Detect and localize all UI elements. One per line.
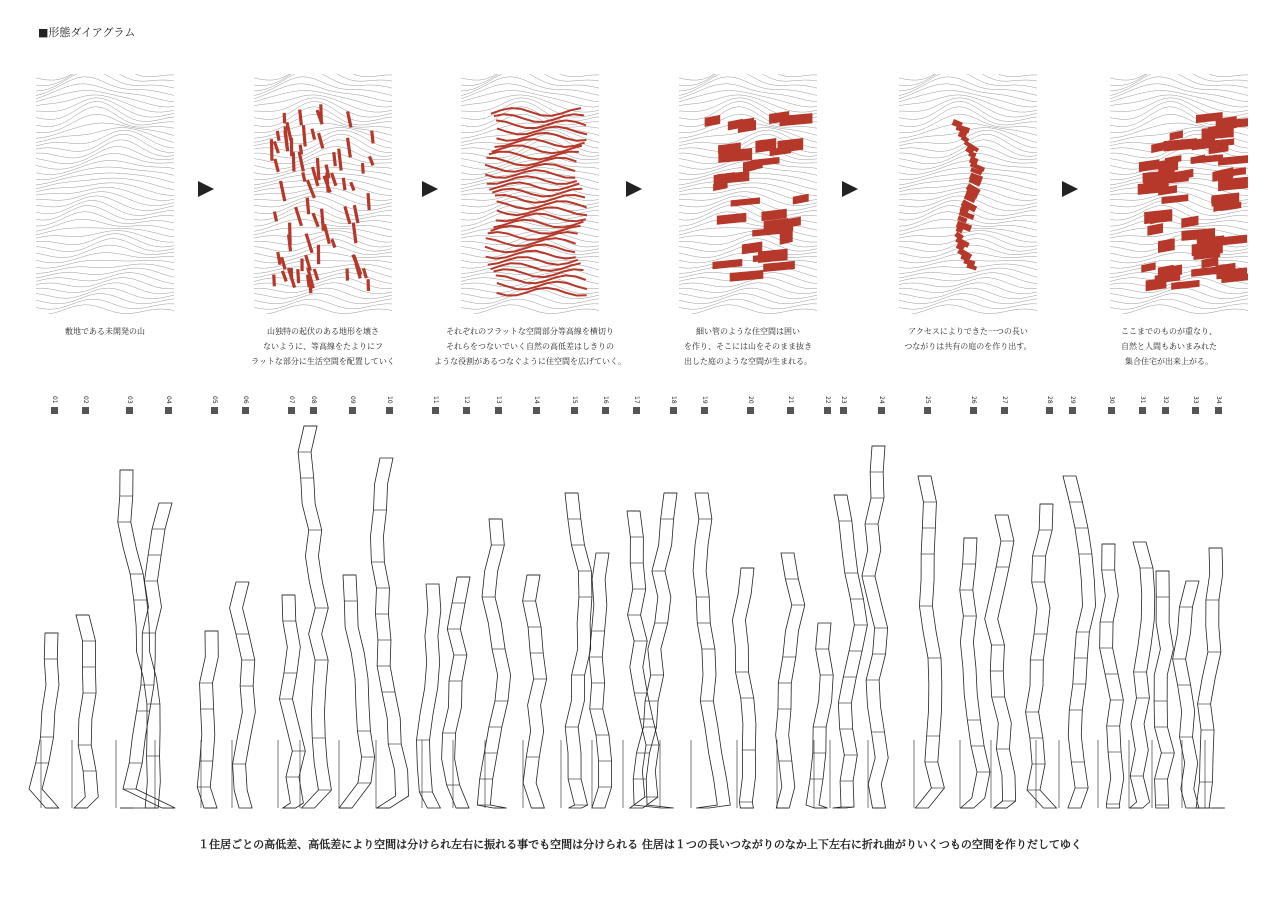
step-arrow-5 xyxy=(1062,181,1078,197)
unit-tag-32 xyxy=(1162,396,1169,414)
unit-section-13 xyxy=(477,519,510,808)
housing-bar xyxy=(339,149,341,171)
unit-marker xyxy=(242,407,249,414)
housing-bar xyxy=(317,158,319,180)
housing-bar xyxy=(293,152,294,171)
unit-tag-12 xyxy=(463,396,470,414)
unit-outline xyxy=(442,577,470,808)
unit-tag-34 xyxy=(1215,396,1222,414)
housing-bar xyxy=(368,193,369,210)
unit-section-02 xyxy=(72,615,98,808)
unit-number: 08 xyxy=(310,396,317,404)
unit-section-07 xyxy=(278,595,305,808)
housing-bar xyxy=(334,152,336,166)
unit-number: 14 xyxy=(533,396,540,404)
unit-number: 03 xyxy=(126,396,133,404)
unit-marker xyxy=(1001,407,1008,414)
housing-bar xyxy=(322,209,324,231)
housing-block xyxy=(717,213,747,225)
unit-tag-33 xyxy=(1192,396,1199,414)
unit-tag-19 xyxy=(701,396,708,414)
unit-marker xyxy=(1108,407,1115,414)
unit-number: 06 xyxy=(242,396,249,404)
unit-section-28 xyxy=(1026,504,1057,808)
step-caption-3: それぞれのフラットな空間部分等高線を横切り それらをつないでいく自然の高低差はしきりの ような役割があるつなぐように住空間を広げていく。 xyxy=(434,327,626,366)
unit-section-21 xyxy=(776,553,805,808)
step-panel-5 xyxy=(899,74,1037,314)
housing-bar xyxy=(307,180,314,198)
unit-number: 19 xyxy=(701,396,708,404)
unit-tag-24 xyxy=(878,396,885,414)
unit-outline xyxy=(565,493,592,808)
step-panel-6 xyxy=(1110,74,1248,314)
housing-bar xyxy=(298,269,299,283)
unit-marker xyxy=(1069,407,1076,414)
unit-section-19 xyxy=(691,493,730,808)
unit-number: 25 xyxy=(924,396,931,404)
unit-outline xyxy=(862,446,888,808)
step-2-contour-map xyxy=(254,74,392,314)
housing-block xyxy=(1158,238,1175,253)
unit-section-15 xyxy=(561,493,592,808)
unit-tag-05 xyxy=(211,396,218,414)
unit-outline xyxy=(123,503,175,808)
unit-outline xyxy=(627,511,659,808)
unit-number: 13 xyxy=(495,396,502,404)
unit-number: 31 xyxy=(1139,396,1146,404)
unit-tag-30 xyxy=(1108,396,1115,414)
unit-marker xyxy=(924,407,931,414)
housing-bar xyxy=(303,172,305,181)
unit-marker xyxy=(970,407,977,414)
unit-section-32 xyxy=(1152,571,1174,808)
unit-section-14 xyxy=(523,575,547,808)
housing-bar xyxy=(314,269,318,280)
unit-tag-27 xyxy=(1001,396,1008,414)
unit-outline xyxy=(915,476,944,808)
housing-bar xyxy=(275,159,278,172)
unit-tag-13 xyxy=(495,396,502,414)
unit-number: 01 xyxy=(51,396,58,404)
unit-outline xyxy=(339,575,375,808)
housing-bar xyxy=(332,173,336,186)
unit-tag-10 xyxy=(386,396,393,414)
unit-section-16 xyxy=(589,553,611,808)
unit-outline xyxy=(1130,542,1155,808)
step-caption-1: 敷地である未開発の山 xyxy=(65,327,145,336)
housing-bar xyxy=(300,145,301,155)
unit-marker xyxy=(670,407,677,414)
step-1-contour-map xyxy=(36,74,174,314)
unit-number: 23 xyxy=(840,396,847,404)
unit-marker xyxy=(533,407,540,414)
housing-bar xyxy=(274,141,278,153)
unit-tag-01 xyxy=(51,396,58,414)
unit-number: 27 xyxy=(1001,396,1008,404)
housing-block xyxy=(1151,142,1165,153)
unit-marker xyxy=(126,407,133,414)
unit-marker xyxy=(1192,407,1199,414)
unit-section-17 xyxy=(623,511,659,808)
unit-number: 17 xyxy=(633,396,640,404)
unit-section-24 xyxy=(862,446,888,808)
housing-block xyxy=(763,261,795,272)
housing-bar xyxy=(347,269,348,281)
unit-tag-31 xyxy=(1139,396,1146,414)
unit-marker xyxy=(432,407,439,414)
unit-tag-02 xyxy=(82,396,89,414)
unit-marker xyxy=(349,407,356,414)
unit-tag-09 xyxy=(349,396,356,414)
housing-bar xyxy=(300,110,302,126)
unit-section-01 xyxy=(29,633,59,808)
housing-bar xyxy=(281,181,285,201)
unit-section-06 xyxy=(230,582,256,808)
unit-number: 22 xyxy=(824,396,831,404)
housing-band xyxy=(497,288,587,296)
unit-section-34 xyxy=(1196,548,1225,808)
unit-section-diagram xyxy=(0,420,1280,820)
unit-section-05 xyxy=(197,631,218,808)
unit-outline xyxy=(523,575,547,808)
unit-marker xyxy=(211,407,218,414)
housing-block xyxy=(793,194,809,205)
unit-tag-21 xyxy=(787,396,794,414)
unit-marker xyxy=(495,407,502,414)
unit-number: 28 xyxy=(1046,396,1053,404)
step-5-contour-map xyxy=(899,74,1037,314)
unit-marker xyxy=(463,407,470,414)
unit-section-30 xyxy=(1098,544,1124,808)
unit-number: 07 xyxy=(288,396,295,404)
unit-tag-23 xyxy=(840,396,847,414)
unit-outline xyxy=(477,519,510,808)
bottom-caption: １住居ごとの高低差、高低差により空間は分けられ左右に振れる事でも空間は分けられる 住居は１つの長いつながりのなか上下左右に折れ曲がりいくつもの空間を作りだしてゆく xyxy=(198,838,1082,851)
unit-number: 18 xyxy=(670,396,677,404)
step-3-contour-map xyxy=(461,74,599,314)
unit-outline xyxy=(732,568,756,808)
housing-bar xyxy=(308,275,310,287)
unit-marker xyxy=(633,407,640,414)
unit-tag-22 xyxy=(824,396,831,414)
unit-number: 02 xyxy=(82,396,89,404)
unit-marker xyxy=(310,407,317,414)
unit-tag-29 xyxy=(1069,396,1076,414)
unit-section-18 xyxy=(633,493,677,808)
housing-bar xyxy=(278,252,280,265)
unit-outline xyxy=(1173,581,1199,808)
unit-outline xyxy=(1154,571,1174,808)
unit-number: 10 xyxy=(386,396,393,404)
unit-number: 34 xyxy=(1215,396,1222,404)
step-panel-4 xyxy=(679,74,817,314)
unit-tag-18 xyxy=(670,396,677,414)
unit-tag-14 xyxy=(533,396,540,414)
unit-number: 11 xyxy=(432,396,439,404)
unit-outline xyxy=(693,493,730,808)
housing-band xyxy=(496,133,586,141)
unit-outline xyxy=(833,495,868,808)
unit-tag-03 xyxy=(126,396,133,414)
unit-section-31 xyxy=(1129,542,1155,808)
unit-outline xyxy=(589,553,611,808)
unit-number: 24 xyxy=(878,396,885,404)
housing-block xyxy=(1191,154,1223,164)
step-arrow-4 xyxy=(842,181,858,197)
unit-number-row xyxy=(0,396,1280,416)
unit-outline xyxy=(1026,504,1057,808)
unit-marker xyxy=(571,407,578,414)
unit-number: 30 xyxy=(1108,396,1115,404)
unit-number: 20 xyxy=(747,396,754,404)
unit-number: 12 xyxy=(463,396,470,404)
housing-bar xyxy=(345,206,350,223)
unit-section-09 xyxy=(339,575,375,808)
unit-marker xyxy=(386,407,393,414)
unit-outline xyxy=(1063,476,1096,808)
unit-marker xyxy=(824,407,831,414)
housing-overlay xyxy=(271,104,373,293)
unit-section-10 xyxy=(370,458,408,808)
step-arrow-1 xyxy=(198,181,214,197)
unit-number: 29 xyxy=(1069,396,1076,404)
unit-section-11 xyxy=(417,584,441,808)
housing-block xyxy=(778,138,804,153)
unit-section-20 xyxy=(732,568,756,808)
step-4-contour-map xyxy=(679,74,817,314)
unit-section-23 xyxy=(830,495,867,808)
step-caption-2: 山独特の起伏のある地形を壊さ ないように、等高線をたよりにフ ラットな部分に生活空間を配置していく xyxy=(251,327,395,366)
unit-outline xyxy=(1196,548,1225,808)
unit-tag-11 xyxy=(432,396,439,414)
unit-tag-07 xyxy=(288,396,295,414)
unit-outline xyxy=(197,631,218,808)
unit-section-22 xyxy=(806,623,833,808)
housing-block xyxy=(730,270,764,282)
unit-marker xyxy=(165,407,172,414)
housing-block xyxy=(1191,267,1218,277)
housing-bar xyxy=(321,104,322,121)
unit-section-27 xyxy=(985,515,1016,808)
housing-bar xyxy=(274,212,276,222)
unit-outline xyxy=(776,553,805,808)
step-panel-1 xyxy=(36,74,174,314)
unit-marker xyxy=(747,407,754,414)
housing-block xyxy=(1158,158,1178,173)
unit-marker xyxy=(787,407,794,414)
diagram-title-text: ■形態ダイアグラム xyxy=(38,26,136,39)
housing-block xyxy=(731,197,760,206)
housing-overlay xyxy=(1138,112,1248,291)
housing-bar xyxy=(348,138,351,158)
housing-bar xyxy=(354,205,358,223)
unit-outline xyxy=(985,515,1016,808)
unit-tag-15 xyxy=(571,396,578,414)
unit-marker xyxy=(602,407,609,414)
housing-bar xyxy=(348,111,351,127)
unit-marker xyxy=(1046,407,1053,414)
unit-tag-28 xyxy=(1046,396,1053,414)
unit-marker xyxy=(1215,407,1222,414)
unit-outline xyxy=(279,595,305,808)
contour-lines xyxy=(36,74,174,314)
unit-outline xyxy=(806,623,833,808)
unit-section-03 xyxy=(116,470,160,808)
housing-overlay xyxy=(485,108,587,295)
housing-bar xyxy=(296,207,302,226)
unit-section-25 xyxy=(914,476,944,808)
unit-tag-17 xyxy=(633,396,640,414)
unit-outline xyxy=(230,582,256,808)
unit-outline xyxy=(74,615,98,808)
unit-marker xyxy=(840,407,847,414)
unit-tag-08 xyxy=(310,396,317,414)
housing-bar xyxy=(362,163,363,173)
housing-bar xyxy=(290,223,291,245)
diagram-title xyxy=(38,24,135,40)
unit-number: 05 xyxy=(211,396,218,404)
unit-marker xyxy=(288,407,295,414)
unit-tag-25 xyxy=(924,396,931,414)
unit-marker xyxy=(1139,407,1146,414)
unit-tag-20 xyxy=(747,396,754,414)
housing-bar xyxy=(277,131,279,141)
unit-tag-16 xyxy=(602,396,609,414)
housing-bar xyxy=(312,129,315,140)
unit-outline xyxy=(1100,544,1124,808)
unit-tag-06 xyxy=(242,396,249,414)
housing-bar xyxy=(363,268,366,278)
step-panel-3 xyxy=(461,74,599,314)
unit-section-33 xyxy=(1173,581,1199,808)
step-arrow-2 xyxy=(422,181,438,197)
step-panel-2 xyxy=(254,74,392,314)
unit-marker xyxy=(51,407,58,414)
housing-bar xyxy=(284,113,285,124)
housing-bar xyxy=(271,139,272,161)
housing-block xyxy=(1162,194,1189,204)
step-caption-4: 細い管のような住空間は囲い を作り、そこには山をそのまま抜き 出した庭のような空間が生まれる。 xyxy=(684,327,812,366)
unit-section-04 xyxy=(123,503,175,808)
housing-bar xyxy=(307,198,308,215)
unit-number: 16 xyxy=(602,396,609,404)
unit-section-29 xyxy=(1059,476,1096,808)
unit-number: 26 xyxy=(970,396,977,404)
housing-block xyxy=(1147,223,1163,236)
step-caption-6: ここまでのものが重なり、 自然と人間もあいまみれた 集合住宅が出来上がる。 xyxy=(1121,327,1217,366)
unit-marker xyxy=(1162,407,1169,414)
housing-bar xyxy=(369,156,373,165)
unit-number: 04 xyxy=(165,396,172,404)
unit-tag-04 xyxy=(165,396,172,414)
unit-section-12 xyxy=(442,577,470,808)
unit-outline xyxy=(633,493,677,808)
step-6-contour-map xyxy=(1110,74,1248,314)
housing-bar xyxy=(327,172,328,192)
unit-number: 21 xyxy=(787,396,794,404)
unit-marker xyxy=(82,407,89,414)
unit-outline xyxy=(417,584,441,808)
step-caption-5: アクセスによりできた一つの長い つながりは共有の庭のを作り出す。 xyxy=(904,327,1032,351)
housing-overlay xyxy=(705,111,813,282)
housing-block xyxy=(1170,130,1183,140)
housing-block xyxy=(1202,126,1234,140)
housing-band xyxy=(488,232,578,240)
housing-bar xyxy=(274,275,275,287)
unit-tag-26 xyxy=(970,396,977,414)
housing-bar xyxy=(319,133,323,148)
unit-number: 15 xyxy=(571,396,578,404)
housing-bar xyxy=(303,125,305,146)
housing-bar xyxy=(332,239,335,247)
housing-bar xyxy=(351,182,354,190)
housing-bar xyxy=(282,257,286,269)
step-arrow-3 xyxy=(626,181,642,197)
unit-number: 09 xyxy=(349,396,356,404)
unit-number: 33 xyxy=(1192,396,1199,404)
unit-number: 32 xyxy=(1162,396,1169,404)
unit-marker xyxy=(701,407,708,414)
housing-bar xyxy=(299,152,303,172)
unit-marker xyxy=(878,407,885,414)
unit-outline xyxy=(960,538,990,808)
unit-section-26 xyxy=(960,538,990,808)
housing-bar xyxy=(372,131,373,144)
housing-bar xyxy=(343,178,345,190)
